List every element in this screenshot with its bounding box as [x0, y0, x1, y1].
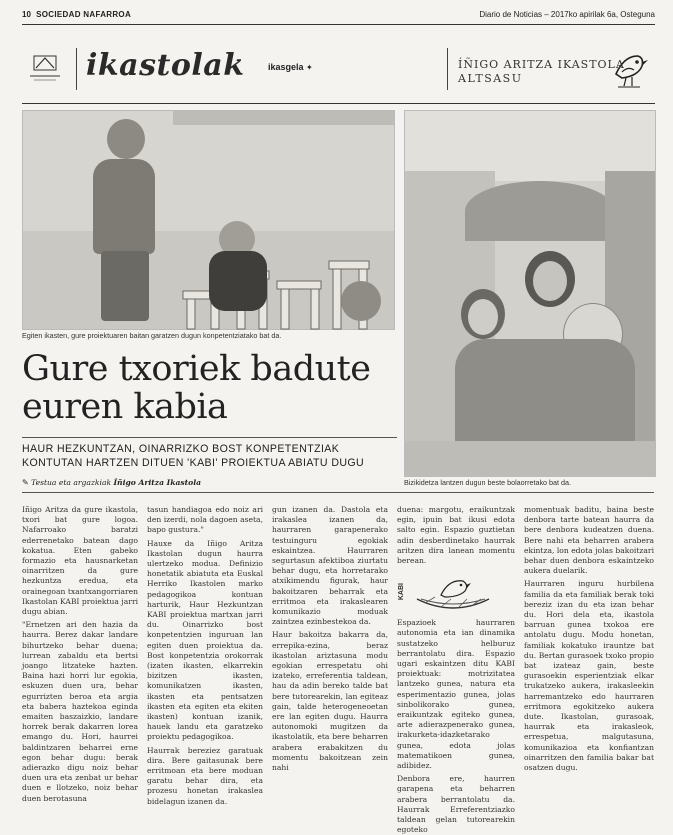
banner-divider-left — [76, 48, 77, 90]
page-number: 10 — [22, 10, 31, 19]
page-header — [22, 10, 655, 22]
banner-rule — [22, 103, 655, 104]
article-column-1 — [22, 505, 138, 803]
article-column-5 — [524, 505, 654, 773]
child-left-legs — [101, 251, 149, 321]
byline-rule — [22, 492, 654, 493]
fabric-hut-top — [465, 181, 615, 241]
subhead: HAUR HEZKUNTZAN, OINARRIZKO BOST KONPETENTZIAK KONTUTAN HARTZEN DITUEN 'KABI' PROIEKTUA ABIATU DUGU — [22, 443, 365, 469]
child-girl-face — [533, 261, 567, 301]
column-5-paragraph: momentuak baditu, baina beste denbora tarte batean haurra da bere denbora kudeatzen duena. Bere nahi eta beharren arabera ekintza, lon edota jolas bakoitzari behar duen denbora eskaintzeko aukera duelarik. — [524, 505, 654, 576]
column-3-paragraph: Haur bakoitza bakarra da, errepika-ezina, beraz ikastolan ariztasuna modu egokian errespetatu ohi izateko, erreferentia taldean, hau da adin bereko talde bat bere tutorearekin, lan egiteaz gain, talde heterogeneoetan ere lan egiten dugu. Haurra autonomoki mugitzen da ikastolatik, eta bere beharren arabera erabakitzen du momentu bakoitzean zein nahi — [272, 630, 388, 773]
banner — [22, 40, 655, 100]
right-photo-caption: Bizikidetza lantzen dugun beste bolaorretako bat da. — [404, 478, 572, 487]
column-3-paragraph: gun izanen da. Dastola eta irakaslea izanen da, haurraren garapenerako testuinguru egokiak eskaintzea. Haurraren segurtasun afektiboa ziurtatu behar dugu, eta horretarako atxikimendu figurak, haur bakoitzaren beharrak eta erritmoa eta irakaslearen komunikazio moduak zaintzea ezinbestekoa da. — [272, 505, 388, 627]
column-5-paragraph: Haurraren inguru hurbilena familia da eta familiak berak toki bereziz izan du eta izan behar du. Hori dela eta, ikastola barruan gunea txokoa ere antolatu dugu. Modu honetan, familiak kokatuko irauntze bat du. Bertan gurasoek txoko propio bat izateaz gain, beste gurasoekin esperientziak elkar trukatzeko aukera, irakasleekin harremantzeko edo haurraren erritmora egokitzeko aukera dute. Ikastolan, gurasoak, haurrak eta irakasleok, errespetua, malgutasuna, komunikazioa eta konfiantzan oinarritzen den familia bakar bat osatzen dugu. — [524, 579, 654, 773]
child-left-head — [107, 119, 145, 159]
byline-label: Testua eta argazkiak — [31, 478, 112, 487]
kabi-nest-graphic — [397, 569, 515, 615]
header-rule — [22, 24, 655, 25]
photo-children-building — [22, 110, 395, 330]
nest-label: KABI — [398, 583, 405, 601]
article-column-4 — [397, 505, 515, 835]
column-2-paragraph: Haurrak bereziez garatuak dira. Bere gaitasunak bere erritmoan eta bere moduan garatu behar dira, eta prozesu honetan irakaslea bidelagun izanen da. — [147, 745, 263, 806]
subhead-rule — [22, 437, 397, 438]
column-1-paragraph: Iñigo Aritza da gure ikastola, txori bat gure logoa. Nafarroako baratzi ederrenetako batean dago kokatua. Eten gabeko formazio eta hausnarketan oinarritzen da gure hezkuntza eredua, eta orainegoan txantxangorriaren Ikastolan KABI proiektua jarri dugu abian. — [22, 505, 138, 617]
school-name: ÍÑIGO ARITZA IKASTOLA — [458, 58, 625, 71]
hut-floor — [405, 441, 655, 476]
column-4-paragraph: duena: margotu, eraikuntzak egin, ipuin bat ikusi edota salto egin. Espazio guztietan adin desberdinetako haurrak aritzen dira lanean momentu berean. — [397, 505, 515, 566]
column-2-paragraph: Hauxe da Iñigo Aritza Ikastolan dugun haurra ulertzeko modua. Definizio honetatik abiatuta eta Euskal Herriko Ikastolen marko pedagogikoa kontuan harturik, Haur Hezkuntzan KABI proiektua martxan jarri du. Oinarrizko bost konpetentzien inguruan lan egiten duen proiektua da. Bost konpetentzia orokorrak (izaten ikasten, elkarrekin bizitzen ikasten, komunikatzen ikasten, ikasten eta pentsatzen ikasten eta egiten eta ekiten ikasten) kontuan izanik, hauek landu eta garatzeko proiektu pedagogikoa. — [147, 538, 263, 742]
ikasgela-logo-text: ikasgela — [268, 62, 304, 72]
nest-icon — [411, 569, 495, 615]
left-photo-caption: Egiten ikasten, gure proiektuaren baitan garatzen dugun konpetentziatako bat da. — [22, 331, 282, 340]
banner-brand: ikastolak — [86, 48, 245, 83]
headline-line-2: euren kabia — [22, 387, 228, 427]
bird-logo-icon — [610, 46, 650, 90]
child-center-body — [209, 251, 267, 311]
hanging-shelf — [173, 111, 394, 125]
child-left-body — [93, 159, 155, 254]
photo-children-hut — [404, 110, 656, 477]
child-left-face-2 — [468, 299, 498, 335]
section-name: SOCIEDAD NAFARROA — [36, 10, 132, 19]
ikastolen-elkartea-logo — [26, 46, 64, 84]
article-column-3 — [272, 505, 388, 773]
headline — [22, 350, 397, 426]
camera-icon: ✎ — [22, 478, 29, 487]
article-column-2 — [147, 505, 263, 806]
star-icon: ✦ — [306, 63, 313, 72]
column-4-paragraph: Espazioek haurraren autonomia eta ian dinamika sustatzeko helburuz berrantolatu dira. Espazio ugari eskaintzen ditu KABI proiektuak: motrizitatea lantzeko gunea, natura eta esperimentazio gunea, jolas sinbolikorako gunea, eraikuntzak egiteko gunea, arte adierazpenerako gunea, irakurketa-idazketarako gunea, edota jolas matematikoen gunea, adibidez. — [397, 618, 515, 771]
school-town: ALTSASU — [458, 72, 523, 85]
child-right-head — [341, 281, 381, 321]
column-4-paragraph: Denbora ere, haurren garapena eta beharren arabera berrantolatu da. Haurrak Erreferentziazko taldean gelan tutorearekin egoteko — [397, 774, 515, 835]
ikasgela-logo — [268, 62, 313, 72]
headline-line-1: Gure txoriek badute — [22, 349, 371, 389]
column-1-paragraph: "Ernetzen ari den hazia da haurra. Berez dakar landare bihurtzeko behar duena; lurrean zabaldu eta bertsi joango litzateke hazten. Baina hazi horri lur egokia, eskuzen duen ura, behar egurrizten beroa eta argia eta babera haztekoa eginda emaiten baszaizkio, landare horrek berak dakarren lorea emango du. Hori, haurrei baldintzaren beharrei erne egon behar dugu: berak adierazko digu noiz behar duen ura eta zenbat ur behar duen e llotzeko, noiz behar duen berotasuna — [22, 620, 138, 803]
column-2-paragraph: tasun handiagoa edo noiz ari den izerdi, nola dagoen aseta, bapo gustura." — [147, 505, 263, 535]
byline — [22, 478, 397, 487]
byline-author: Íñigo Aritza Ikastola — [113, 478, 202, 487]
banner-divider-right — [447, 48, 448, 90]
publication-date: Diario de Noticias – 2017ko apirilak 6a, Osteguna — [479, 10, 655, 19]
